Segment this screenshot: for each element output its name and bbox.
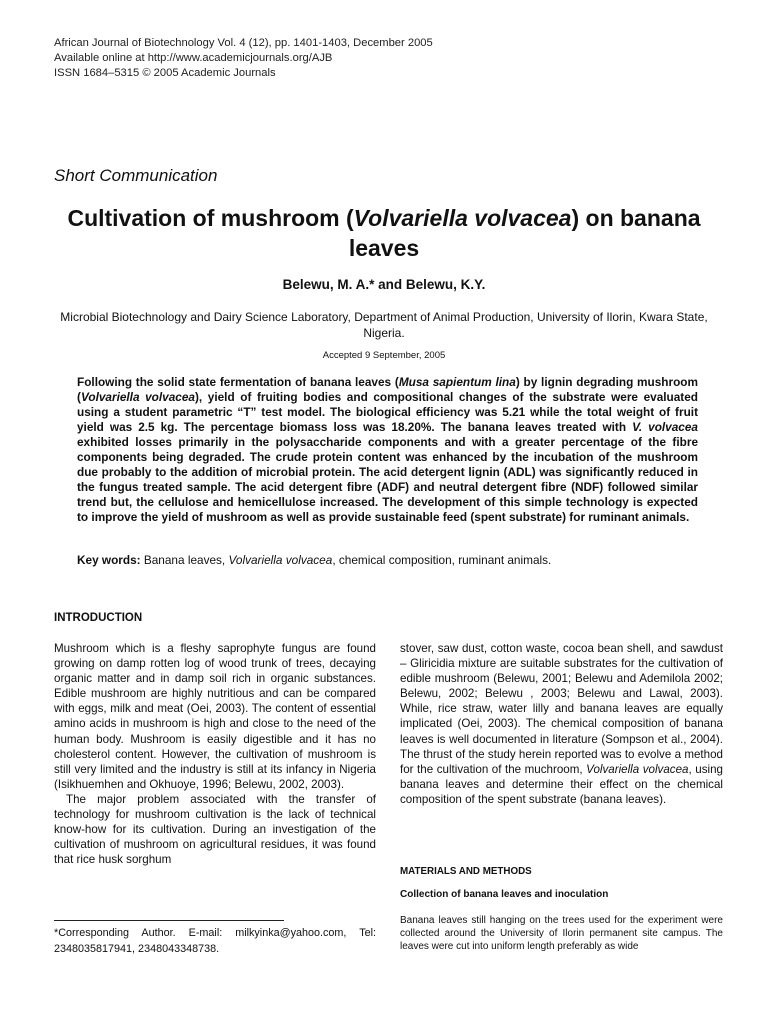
abstract-species: Volvariella volvacea — [80, 390, 195, 404]
journal-header — [54, 36, 433, 81]
corresponding-author-footnote: *Corresponding Author. E-mail: milkyinka@yahoo.com, Tel: 2348035817941, 2348043348738. — [54, 927, 376, 955]
intro-paragraph-2-continued — [400, 641, 723, 807]
keywords-segment: Banana leaves, — [140, 553, 229, 567]
intro-paragraph-2: The major problem associated with the transfer of technology for mushroom cultivation is the lack of technical know-how for its cultivation. During an investigation of the cultivation of mushroom on agricultural residues, it was found that rice husk sorghum — [54, 792, 376, 867]
journal-citation: African Journal of Biotechnology Vol. 4 (12), pp. 1401-1403, December 2005 — [54, 37, 433, 49]
right-column — [400, 641, 723, 807]
introduction-heading: INTRODUCTION — [54, 612, 143, 624]
intro-segment: , using banana leaves and determine their effect on the chemical composition of the spent substrate (banana leaves). — [400, 762, 723, 806]
title-species: Volvariella volvacea — [353, 205, 572, 231]
abstract-species: Musa sapientum lina — [398, 375, 516, 389]
methods-subheading: Collection of banana leaves and inoculation — [400, 889, 609, 900]
abstract-species: V. volvacea — [632, 420, 698, 434]
issn-line: ISSN 1684–5315 © 2005 Academic Journals — [54, 67, 276, 79]
paper-title — [40, 203, 728, 263]
author-affiliation: Microbial Biotechnology and Dairy Science Laboratory, Department of Animal Production, University of Ilorin, Kwara State, Nigeria. — [60, 310, 708, 340]
keywords — [77, 553, 698, 568]
article-type: Short Communication — [54, 166, 218, 185]
accepted-date: Accepted 9 September, 2005 — [322, 350, 446, 361]
author-list: Belewu, M. A.* and Belewu, K.Y. — [282, 277, 486, 292]
footnote-divider — [54, 920, 284, 921]
keywords-label: Key words: — [77, 553, 141, 567]
abstract-segment: ) by lignin degrading mushroom ( — [77, 375, 699, 404]
abstract-text — [77, 375, 698, 525]
abstract-segment: Following the solid state fermentation of banana leaves ( — [77, 375, 399, 389]
methods-heading: MATERIALS AND METHODS — [400, 866, 532, 877]
abstract — [77, 375, 698, 525]
abstract-segment: exhibited losses primarily in the polysaccharide components and with a greater percentage of the fibre components being degraded. The crude protein content was enhanced by the incubation of the mushroom due probably to the addition of microbial protein. The acid detergent lignin (ADL) was significantly reduced in the fungus treated sample. The acid detergent fibre (ADF) and neutral detergent fibre (NDF) followed similar trend but, the cellulose and hemicellulose increased. The development of this simple technology is expected to improve the yield of mushroom as well as provide sustainable feed (spent substrate) for ruminant animals. — [77, 435, 698, 524]
title-part-1: Cultivation of mushroom ( — [67, 205, 354, 231]
intro-species: Volvariella volvacea — [586, 762, 689, 776]
title-part-2: ) on banana leaves — [348, 205, 701, 261]
intro-paragraph-1: Mushroom which is a fleshy saprophyte fungus are found growing on damp rotten log of wood trunk of trees, decaying organic matter and in damp soil rich in organic substances. Edible mushroom are highly nutritious and can be compared with eggs, milk and meat (Oei, 2003). The content of essential amino acids in mushroom is high and close to the need of the human body. Mushroom is easily digestible and it has no cholesterol content. However, the cultivation of mushroom is still very limited and the industry is still at its infancy in Nigeria (Isikhuemhen and Okhuoye, 1996; Belewu, 2002, 2003). — [54, 642, 376, 791]
intro-segment: stover, saw dust, cotton waste, cocoa bean shell, and sawdust – Gliricidia mixture are suitable substrates for the cultivation of edible mushroom (Belewu, 2001; Belewu and Ademilola 2002; Belewu, 2002; Belewu , 2003; Belewu and Lawal, 2003). While, rice straw, water lilly and banana leaves are equally implicated (Oei, 2003). The chemical composition of banana leaves is well documented in literature (Sompson et al., 2004). The thrust of the study herein reported was to evolve a method for the cultivation of the muchroom, — [400, 642, 723, 776]
online-availability: Available online at http://www.academicjournals.org/AJB — [54, 52, 333, 64]
abstract-segment: ), yield of fruiting bodies and compositional changes of the substrate were evaluated using a student parametric “T” test model. The biological efficiency was 5.21 while the total weight of fruit yield was 2.5 kg. The percentage biomass loss was 18.20%. The banana leaves treated with — [77, 390, 698, 434]
left-column — [54, 641, 376, 867]
methods-paragraph: Banana leaves still hanging on the trees used for the experiment were collected around the University of Ilorin permanent site campus. The leaves were cut into uniform length preferably as wide — [400, 915, 723, 952]
keywords-species: Volvariella volvacea — [228, 553, 333, 567]
keywords-segment: , chemical composition, ruminant animals. — [332, 553, 552, 567]
